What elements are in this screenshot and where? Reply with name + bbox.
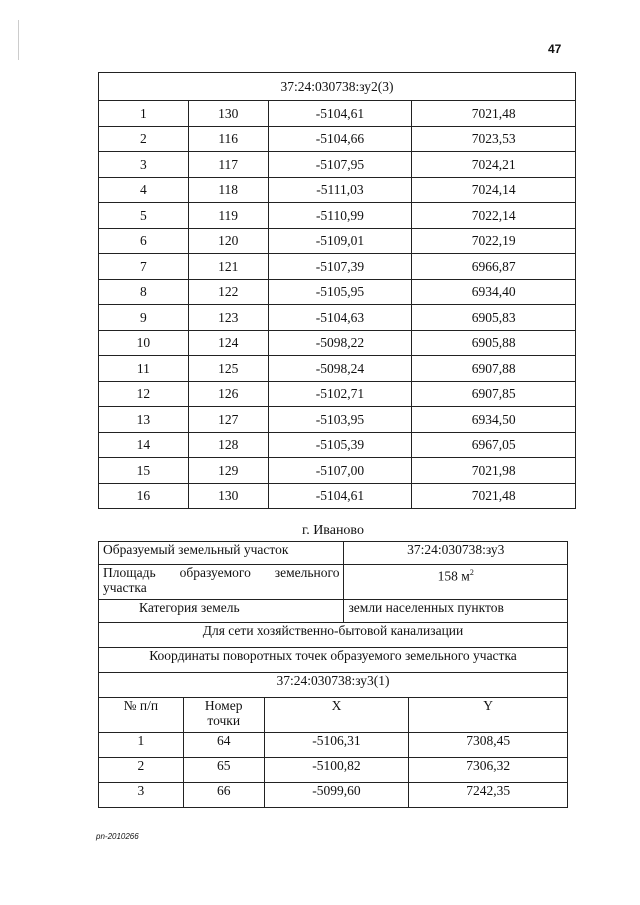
cell-point: 129 bbox=[188, 458, 268, 484]
table-row bbox=[99, 330, 576, 356]
header-y: Y bbox=[409, 698, 568, 733]
coordinates-table-zu2-3 bbox=[98, 72, 576, 509]
cell-x: -5098,24 bbox=[268, 356, 412, 382]
cell-num: 2 bbox=[99, 758, 184, 783]
cell-y: 7308,45 bbox=[409, 733, 568, 758]
cell-num: 10 bbox=[99, 330, 189, 356]
cell-x: -5099,60 bbox=[264, 783, 409, 808]
table-row bbox=[99, 432, 576, 458]
cell-x: -5110,99 bbox=[268, 203, 412, 229]
area-label: Площадь образуемого земельного bbox=[103, 565, 340, 580]
cell-y: 7021,98 bbox=[412, 458, 576, 484]
cell-y: 7023,53 bbox=[412, 126, 576, 152]
cell-point: 66 bbox=[183, 783, 264, 808]
table-row bbox=[99, 279, 576, 305]
table-row bbox=[99, 101, 576, 127]
cell-x: -5105,39 bbox=[268, 432, 412, 458]
cell-y: 7242,35 bbox=[409, 783, 568, 808]
cell-x: -5104,61 bbox=[268, 101, 412, 127]
cell-num: 1 bbox=[99, 733, 184, 758]
cell-y: 6907,85 bbox=[412, 381, 576, 407]
coords-title: Координаты поворотных точек образуемого земельного участка bbox=[99, 648, 568, 673]
table-row bbox=[99, 305, 576, 331]
cell-x: -5109,01 bbox=[268, 228, 412, 254]
table-row bbox=[99, 254, 576, 280]
table-row bbox=[99, 483, 576, 509]
table-row bbox=[99, 203, 576, 229]
cell-x: -5107,39 bbox=[268, 254, 412, 280]
category-value: земли населенных пунктов bbox=[344, 600, 568, 623]
table-row bbox=[99, 458, 576, 484]
area-unit-sup: 2 bbox=[469, 568, 474, 577]
cell-num: 13 bbox=[99, 407, 189, 433]
cell-x: -5104,66 bbox=[268, 126, 412, 152]
cell-num: 15 bbox=[99, 458, 189, 484]
cell-point: 130 bbox=[188, 101, 268, 127]
cell-point: 118 bbox=[188, 177, 268, 203]
cell-point: 126 bbox=[188, 381, 268, 407]
page-number: 47 bbox=[548, 42, 562, 56]
cell-y: 6905,83 bbox=[412, 305, 576, 331]
cell-point: 124 bbox=[188, 330, 268, 356]
parcel-table-zu3 bbox=[98, 541, 568, 808]
cell-point: 116 bbox=[188, 126, 268, 152]
cell-point: 65 bbox=[183, 758, 264, 783]
cell-point: 127 bbox=[188, 407, 268, 433]
footer-code: pn-2010266 bbox=[96, 832, 139, 841]
cell-num: 4 bbox=[99, 177, 189, 203]
cell-point: 130 bbox=[188, 483, 268, 509]
table-title: 37:24:030738:зу2(3) bbox=[99, 73, 576, 101]
city-caption: г. Иваново bbox=[302, 523, 364, 538]
area-value: 158 м bbox=[437, 568, 470, 584]
cell-point: 120 bbox=[188, 228, 268, 254]
cell-num: 14 bbox=[99, 432, 189, 458]
cell-y: 7021,48 bbox=[412, 101, 576, 127]
cell-x: -5105,95 bbox=[268, 279, 412, 305]
table-row bbox=[99, 407, 576, 433]
table-row bbox=[99, 381, 576, 407]
cell-point: 125 bbox=[188, 356, 268, 382]
table-row bbox=[99, 228, 576, 254]
cell-y: 6934,50 bbox=[412, 407, 576, 433]
cell-y: 7022,14 bbox=[412, 203, 576, 229]
cell-num: 8 bbox=[99, 279, 189, 305]
cell-x: -5103,95 bbox=[268, 407, 412, 433]
cell-y: 7024,14 bbox=[412, 177, 576, 203]
cell-x: -5111,03 bbox=[268, 177, 412, 203]
cell-point: 123 bbox=[188, 305, 268, 331]
cell-num: 9 bbox=[99, 305, 189, 331]
table-row bbox=[99, 152, 576, 178]
cell-x: -5104,63 bbox=[268, 305, 412, 331]
category-label: Категория земель bbox=[99, 600, 344, 623]
cell-y: 7022,19 bbox=[412, 228, 576, 254]
cell-num: 3 bbox=[99, 783, 184, 808]
cell-x: -5107,00 bbox=[268, 458, 412, 484]
cell-point: 119 bbox=[188, 203, 268, 229]
purpose: Для сети хозяйственно-бытовой канализации bbox=[99, 623, 568, 648]
cell-y: 7306,32 bbox=[409, 758, 568, 783]
cell-num: 7 bbox=[99, 254, 189, 280]
cell-point: 121 bbox=[188, 254, 268, 280]
subparcel-title: 37:24:030738:зу3(1) bbox=[99, 673, 568, 698]
cell-x: -5107,95 bbox=[268, 152, 412, 178]
header-num: № п/п bbox=[99, 698, 184, 733]
cell-y: 6907,88 bbox=[412, 356, 576, 382]
cell-point: 128 bbox=[188, 432, 268, 458]
cell-num: 16 bbox=[99, 483, 189, 509]
table-row bbox=[99, 758, 568, 783]
table-row bbox=[99, 733, 568, 758]
cell-y: 6934,40 bbox=[412, 279, 576, 305]
cell-x: -5102,71 bbox=[268, 381, 412, 407]
cell-y: 6967,05 bbox=[412, 432, 576, 458]
cell-x: -5098,22 bbox=[268, 330, 412, 356]
header-point: Номер точки bbox=[183, 698, 264, 733]
cell-num: 11 bbox=[99, 356, 189, 382]
cell-y: 6905,88 bbox=[412, 330, 576, 356]
cell-num: 2 bbox=[99, 126, 189, 152]
cell-x: -5106,31 bbox=[264, 733, 409, 758]
cell-num: 1 bbox=[99, 101, 189, 127]
parcel-value: 37:24:030738:зу3 bbox=[344, 542, 568, 565]
parcel-label: Образуемый земельный участок bbox=[99, 542, 344, 565]
table-row bbox=[99, 177, 576, 203]
header-x: X bbox=[264, 698, 409, 733]
cell-point: 122 bbox=[188, 279, 268, 305]
area-label-2: участка bbox=[103, 580, 147, 595]
cell-point: 117 bbox=[188, 152, 268, 178]
table-row bbox=[99, 356, 576, 382]
table-row bbox=[99, 783, 568, 808]
cell-y: 7021,48 bbox=[412, 483, 576, 509]
cell-y: 6966,87 bbox=[412, 254, 576, 280]
cell-num: 6 bbox=[99, 228, 189, 254]
cell-num: 5 bbox=[99, 203, 189, 229]
cell-x: -5100,82 bbox=[264, 758, 409, 783]
cell-point: 64 bbox=[183, 733, 264, 758]
cell-x: -5104,61 bbox=[268, 483, 412, 509]
cell-num: 3 bbox=[99, 152, 189, 178]
cell-num: 12 bbox=[99, 381, 189, 407]
cell-y: 7024,21 bbox=[412, 152, 576, 178]
table-row bbox=[99, 126, 576, 152]
